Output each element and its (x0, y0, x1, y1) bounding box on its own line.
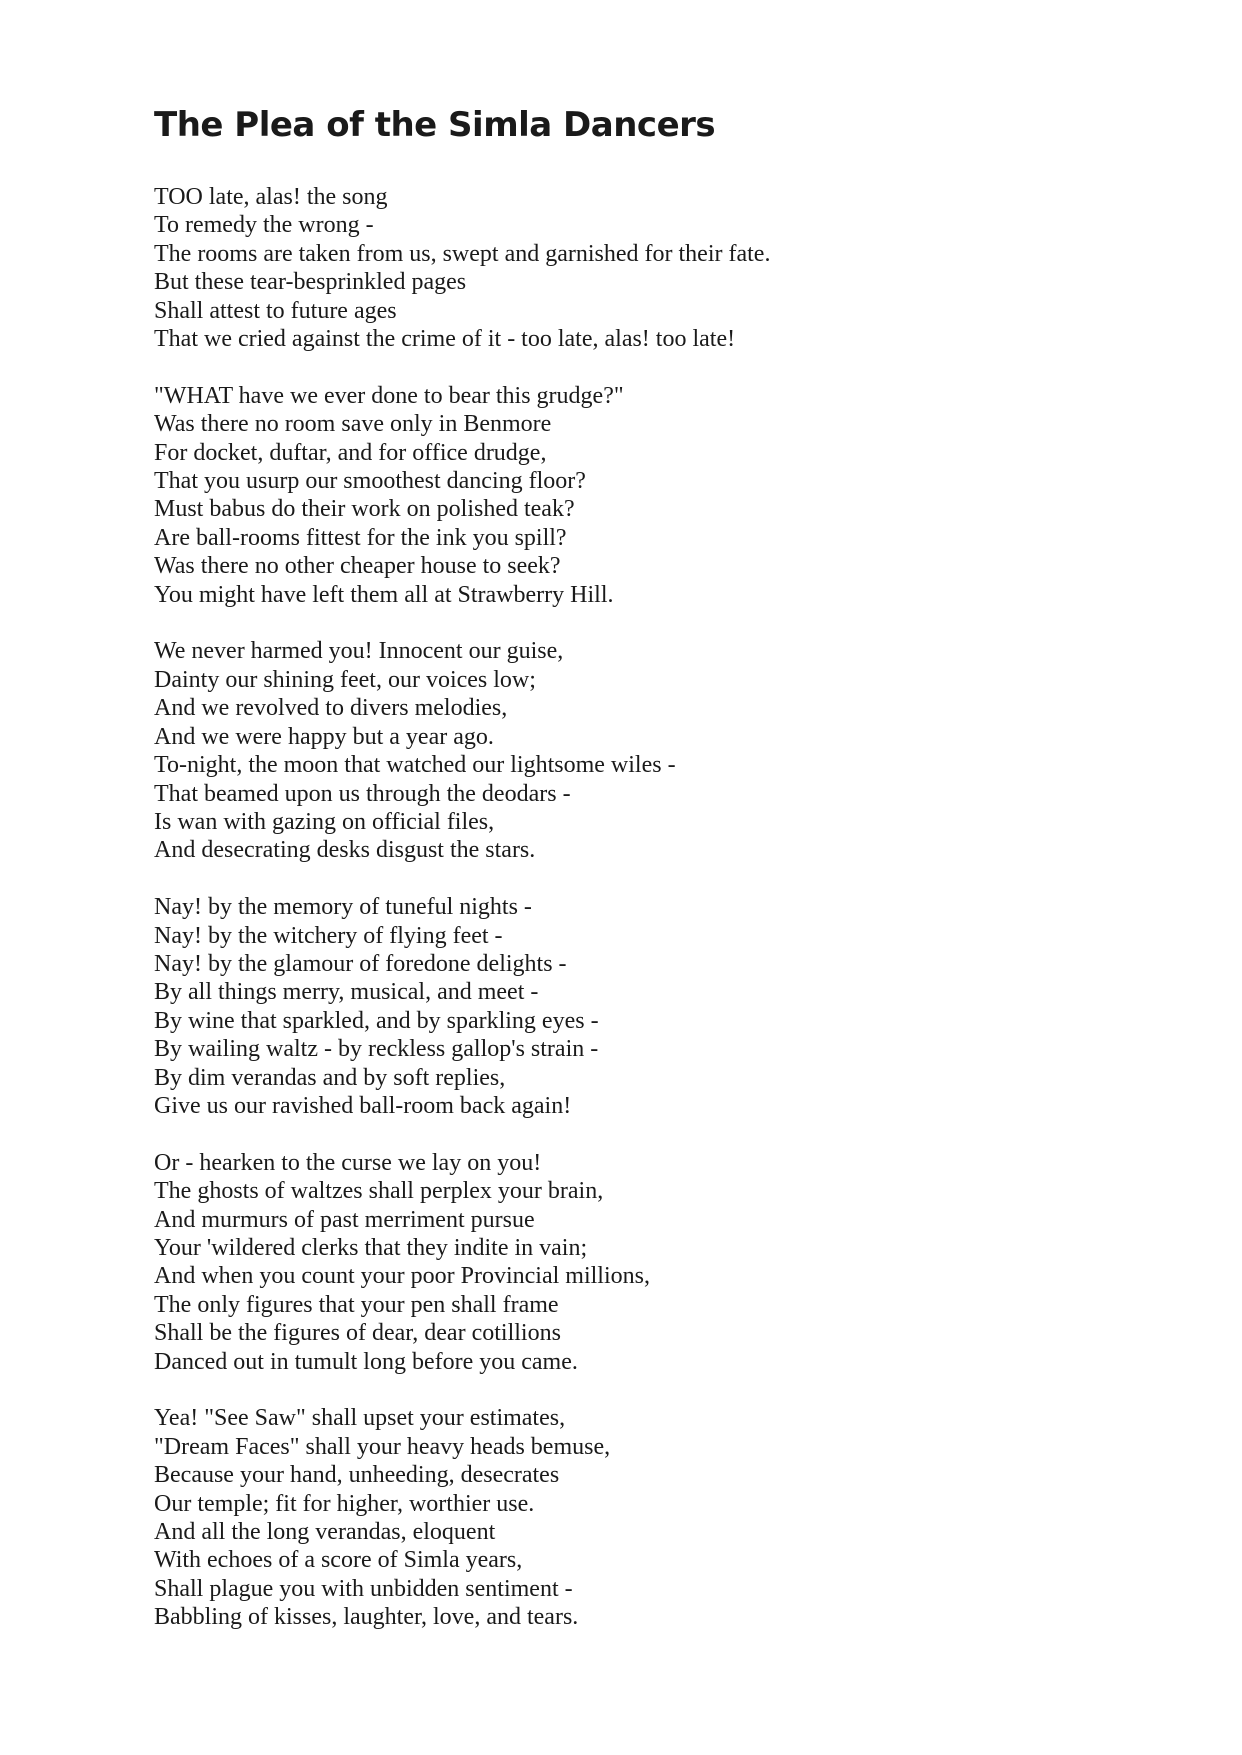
stanza-1 (154, 183, 1154, 353)
poem-line: Must babus do their work on polished teak? (154, 496, 575, 523)
poem-line: TOO late, alas! the song (154, 184, 388, 210)
poem-line: That beamed upon us through the deodars - (154, 780, 571, 807)
poem-line: With echoes of a score of Simla years, (154, 1547, 523, 1574)
poem-line: But these tear-besprinkled pages (154, 269, 467, 296)
poem-body (154, 183, 1154, 1660)
poem-line: "WHAT have we ever done to bear this grudge?" (154, 382, 624, 409)
poem-title: The Plea of the Simla Dancers (154, 105, 716, 145)
poem-line: And murmurs of past merriment pursue (154, 1206, 535, 1233)
poem-line: By wailing waltz - by reckless gallop's strain - (154, 1036, 599, 1063)
poem-line: "Dream Faces" shall your heavy heads bemuse, (154, 1433, 611, 1460)
poem-line: The only figures that your pen shall frame (154, 1291, 559, 1318)
poem-line: Nay! by the witchery of flying feet - (154, 922, 503, 949)
poem-line: Nay! by the memory of tuneful nights - (154, 894, 532, 921)
poem-line: Your 'wildered clerks that they indite in vain; (154, 1234, 588, 1261)
stanza-4 (154, 893, 1154, 1120)
poem-line: Give us our ravished ball-room back again! (154, 1092, 572, 1119)
poem-line: The ghosts of waltzes shall perplex your brain, (154, 1178, 604, 1205)
poem-line: To-night, the moon that watched our lightsome wiles - (154, 752, 676, 779)
poem-line: Babbling of kisses, laughter, love, and tears. (154, 1604, 579, 1631)
poem-line: Because your hand, unheeding, desecrates (154, 1462, 560, 1489)
poem-line: To remedy the wrong - (154, 212, 374, 239)
poem-line: And we were happy but a year ago. (154, 723, 494, 750)
poem-line: For docket, duftar, and for office drudge, (154, 439, 547, 466)
poem-line: Are ball-rooms fittest for the ink you spill? (154, 524, 567, 551)
poem-line: Nay! by the glamour of foredone delights - (154, 950, 567, 977)
poem-line: The rooms are taken from us, swept and garnished for their fate. (154, 240, 771, 267)
poem-line: And we revolved to divers melodies, (154, 695, 508, 722)
poem-line: Danced out in tumult long before you came. (154, 1348, 578, 1375)
stanza-5 (154, 1149, 1154, 1376)
stanza-3 (154, 637, 1154, 864)
poem-line: Was there no room save only in Benmore (154, 411, 552, 438)
stanza-6 (154, 1404, 1154, 1631)
poem-line: Shall be the figures of dear, dear cotillions (154, 1320, 561, 1347)
poem-line: By wine that sparkled, and by sparkling eyes - (154, 1007, 599, 1034)
poem-line: Is wan with gazing on official files, (154, 808, 495, 835)
poem-line: Yea! "See Saw" shall upset your estimates, (154, 1405, 566, 1432)
poem-line: Shall attest to future ages (154, 297, 397, 324)
poem-line: And all the long verandas, eloquent (154, 1519, 496, 1546)
poem-line: We never harmed you! Innocent our guise, (154, 638, 564, 665)
poem-line: Dainty our shining feet, our voices low; (154, 666, 536, 693)
stanza-2 (154, 382, 1154, 609)
poem-line: Was there no other cheaper house to seek? (154, 553, 561, 580)
poem-line: By dim verandas and by soft replies, (154, 1064, 506, 1091)
poem-line: Our temple; fit for higher, worthier use. (154, 1490, 535, 1517)
poem-line: Shall plague you with unbidden sentiment - (154, 1575, 573, 1602)
poem-line: And when you count your poor Provincial millions, (154, 1263, 650, 1290)
poem-line: By all things merry, musical, and meet - (154, 979, 539, 1006)
poem-line: That we cried against the crime of it - too late, alas! too late! (154, 326, 736, 353)
poem-line: Or - hearken to the curse we lay on you! (154, 1149, 542, 1176)
poem-line: That you usurp our smoothest dancing floor? (154, 468, 586, 495)
poem-line: You might have left them all at Strawberry Hill. (154, 581, 614, 608)
poem-line: And desecrating desks disgust the stars. (154, 837, 536, 864)
